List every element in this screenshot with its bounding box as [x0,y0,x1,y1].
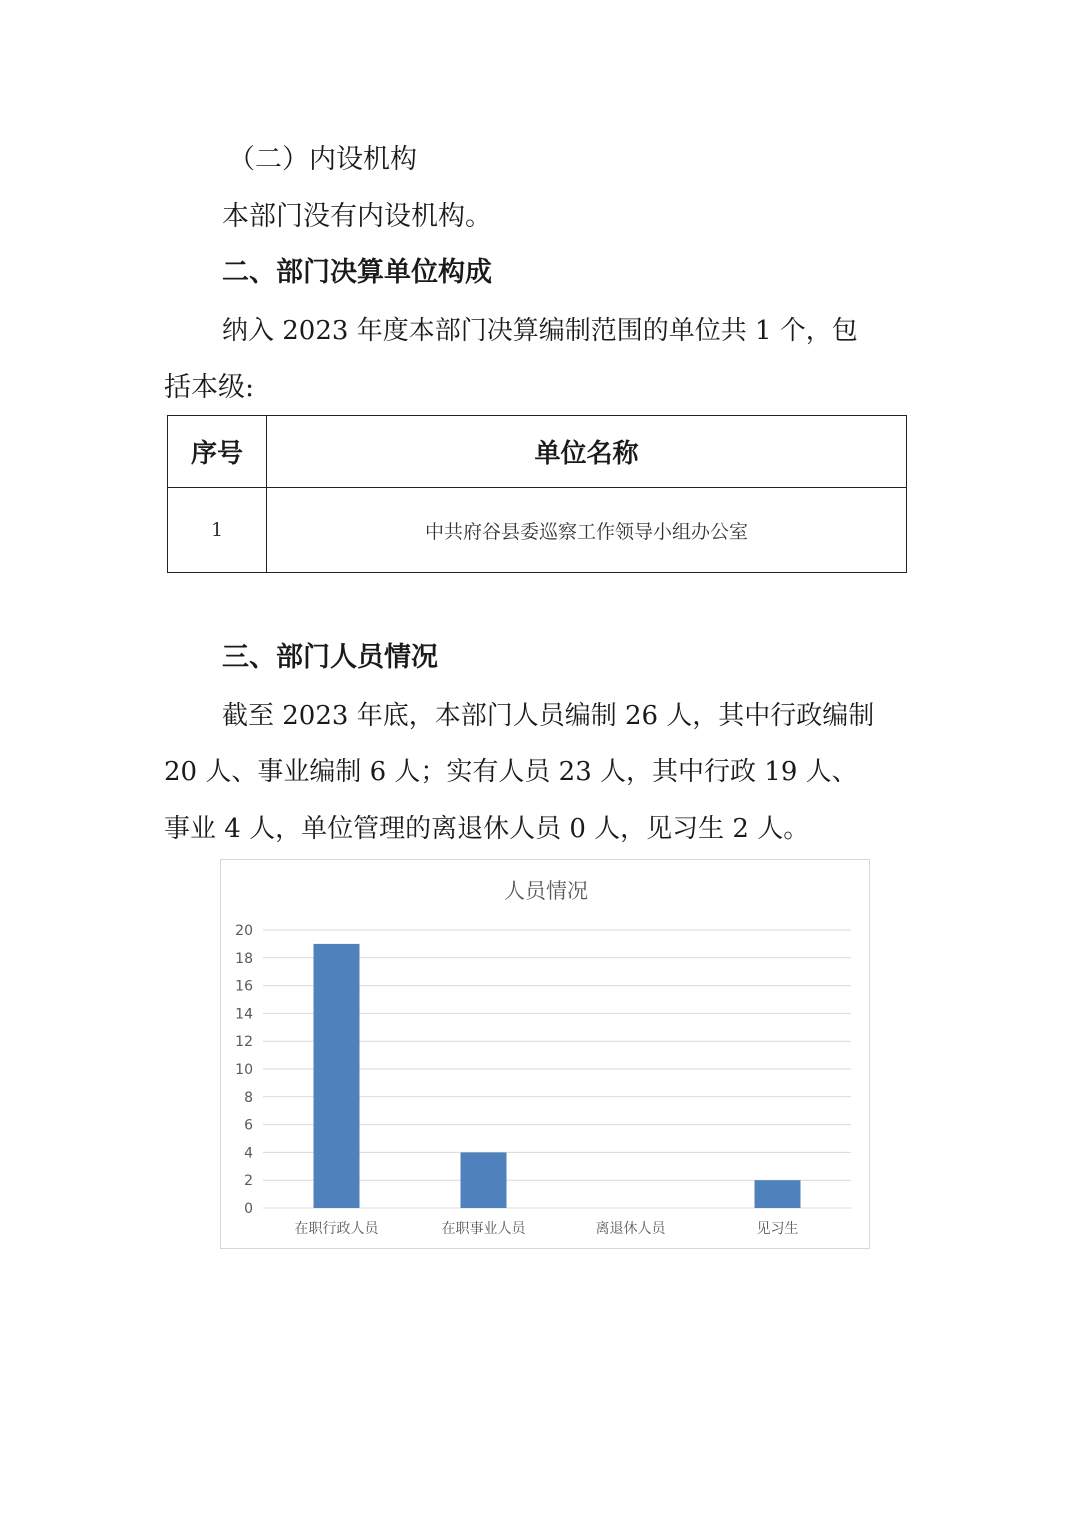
x-category-label: 在职事业人员 [441,1221,526,1237]
section2-heading: 二、部门决算单位构成 [222,257,492,288]
section3-para-line2: 20 人、事业编制 6 人；实有人员 23 人，其中行政 19 人、 [164,757,858,787]
unit-table [167,415,907,573]
header-unit-name: 单位名称 [267,416,907,488]
y-tick-label: 8 [244,1089,253,1106]
staff-chart-svg [221,860,871,1250]
y-tick-label: 6 [244,1117,253,1134]
table-header-row [168,416,907,488]
y-tick-label: 0 [244,1201,253,1217]
section3-heading: 三、部门人员情况 [222,642,438,673]
section2-para-line2: 括本级: [164,372,255,403]
staff-chart [220,859,870,1249]
section2-para-line1: 纳入 2023 年度本部门决算编制范围的单位共 1 个，包 [222,316,858,346]
y-tick-label: 10 [235,1062,253,1078]
bar [755,1180,801,1208]
x-category-label: 离退休人员 [595,1221,666,1237]
y-tick-label: 16 [235,978,253,995]
chart-title: 人员情况 [504,879,588,903]
cell-unit-name: 中共府谷县委巡察工作领导小组办公室 [267,488,907,573]
cell-index: 1 [168,488,267,573]
x-category-label: 见习生 [756,1221,799,1237]
y-tick-label: 14 [235,1006,253,1023]
section3-para-line1: 截至 2023 年底，本部门人员编制 26 人，其中行政编制 [222,701,875,731]
y-tick-label: 2 [244,1173,253,1190]
x-category-label: 在职行政人员 [294,1221,379,1237]
header-index: 序号 [168,416,267,488]
y-tick-label: 20 [235,923,253,939]
inner-org-text: 本部门没有内设机构。 [222,201,492,232]
y-tick-label: 4 [244,1145,253,1162]
bar [461,1152,507,1208]
inner-org-heading: （二）内设机构 [228,144,417,175]
section3-para-line3: 事业 4 人，单位管理的离退休人员 0 人，见习生 2 人。 [164,814,810,844]
bar [314,944,360,1208]
table-row [168,488,907,573]
y-tick-label: 18 [235,950,253,967]
y-tick-label: 12 [235,1034,253,1051]
